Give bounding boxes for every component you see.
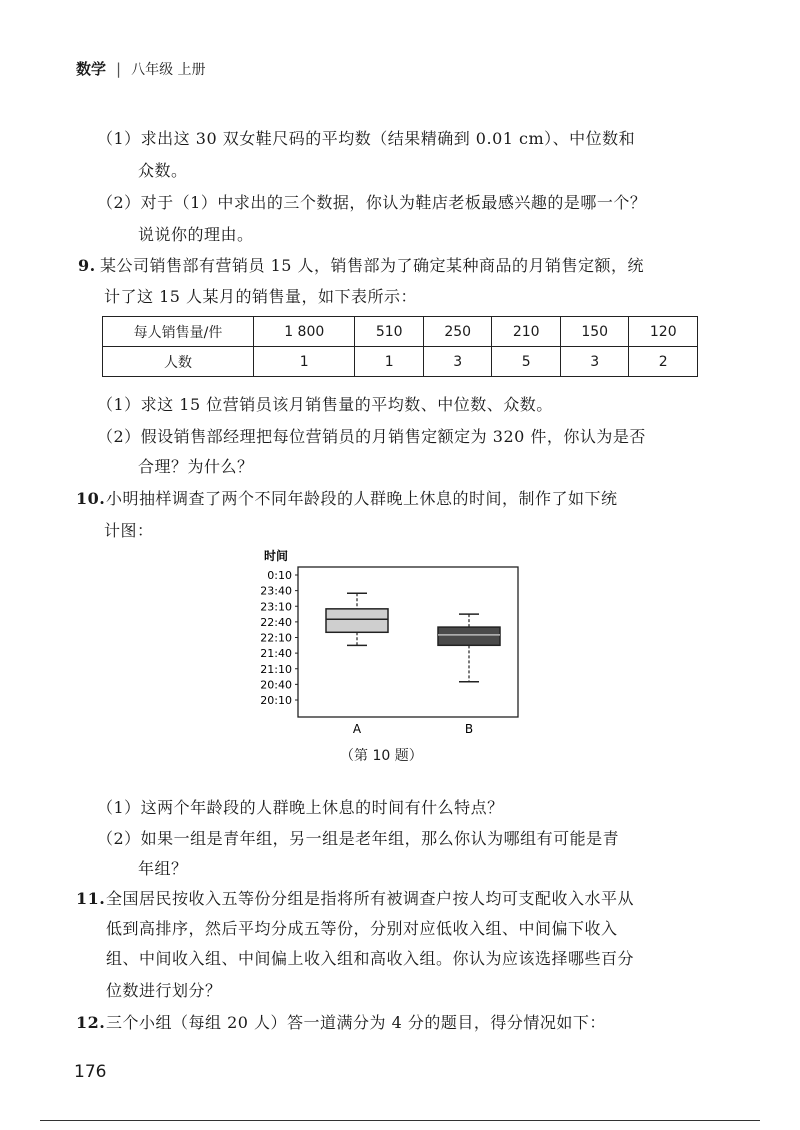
q8-sub1-line2: 众数。	[138, 161, 188, 180]
category-label-b: B	[464, 722, 474, 736]
y-tick-label: 23:40	[260, 584, 292, 598]
page-header	[76, 58, 206, 79]
table-cell: 1	[355, 347, 424, 377]
q9-number: 9.	[78, 256, 96, 275]
footer-rule	[40, 1120, 760, 1121]
q11-line4: 位数进行划分？	[106, 981, 222, 1000]
y-tick-label: 20:40	[260, 678, 292, 692]
q10-sub1: （1）这两个年龄段的人群晚上休息的时间有什么特点？	[97, 798, 504, 817]
q8-sub2-line2: 说说你的理由。	[138, 225, 254, 244]
y-tick-label: 21:10	[260, 662, 292, 676]
table-row	[103, 347, 698, 377]
q8-sub2-line1: （2）对于（1）中求出的三个数据，你认为鞋店老板最感兴趣的是哪一个？	[97, 193, 647, 212]
q12-number: 12.	[76, 1013, 106, 1032]
table-cell: 210	[492, 317, 561, 347]
y-tick-label: 20:10	[260, 694, 292, 707]
table-cell: 510	[355, 317, 424, 347]
q10-text1: 小明抽样调查了两个不同年龄段的人群晚上休息的时间，制作了如下统	[106, 489, 618, 508]
table-cell: 250	[423, 317, 492, 347]
table-cell: 2	[629, 347, 698, 377]
figure-caption: （第 10 题）	[340, 748, 423, 764]
y-tick-label: 23:10	[260, 600, 292, 614]
q8-sub1-line1: （1）求出这 30 双女鞋尺码的平均数（结果精确到 0.01 cm）、中位数和	[97, 129, 636, 148]
box-a	[326, 609, 388, 632]
q10-sub2-line2: 年组？	[138, 859, 188, 878]
subject-label: 数学	[76, 60, 107, 78]
y-tick-label: 22:10	[260, 631, 292, 645]
boxes	[326, 593, 500, 682]
q10-sub2-line1: （2）如果一组是青年组，另一组是老年组，那么你认为哪组有可能是青	[97, 829, 620, 848]
sales-table	[102, 316, 698, 377]
q11-text1: 全国居民按收入五等份分组是指将所有被调查户按人均可支配收入水平从	[106, 889, 635, 908]
q9-text1: 某公司销售部有营销员 15 人，销售部为了确定某种商品的月销售定额，统	[100, 256, 645, 275]
q10-line1	[76, 488, 618, 510]
q9-sub1: （1）求这 15 位营销员该月销售量的平均数、中位数、众数。	[97, 395, 553, 414]
q9-line1	[78, 255, 644, 277]
q10-line2: 计图：	[104, 521, 154, 540]
boxplot-chart	[240, 545, 530, 740]
table-cell: 5	[492, 347, 561, 377]
q11-line2: 低到高排序，然后平均分成五等份，分别对应低收入组、中间偏下收入	[106, 919, 618, 938]
table-row	[103, 317, 698, 347]
table-cell: 3	[560, 347, 629, 377]
table-cell: 120	[629, 317, 698, 347]
y-tick-label: 21:40	[260, 647, 292, 661]
q11-line1	[76, 888, 634, 910]
q11-line3: 组、中间收入组、中间偏上收入组和高收入组。你认为应该选择哪些百分	[106, 949, 635, 968]
q12-line1	[76, 1012, 606, 1034]
box-b	[438, 627, 500, 645]
header-separator: |	[116, 60, 122, 78]
table-header-sales: 每人销售量/件	[103, 317, 254, 347]
q9-sub2-line2: 合理？为什么？	[138, 457, 254, 476]
q10-number: 10.	[76, 489, 106, 508]
q11-number: 11.	[76, 889, 106, 908]
y-tick-label: 0:10	[267, 569, 292, 582]
y-axis	[260, 569, 298, 707]
grade-label: 八年级 上册	[131, 62, 206, 78]
table-header-count: 人数	[103, 347, 254, 377]
table-cell: 150	[560, 317, 629, 347]
category-label-a: A	[352, 722, 362, 736]
q9-sub2-line1: （2）假设销售部经理把每位营销员的月销售定额定为 320 件，你认为是否	[97, 427, 646, 446]
table-cell: 3	[423, 347, 492, 377]
table-cell: 1 800	[254, 317, 355, 347]
q9-line2: 计了这 15 人某月的销售量，如下表所示：	[104, 287, 418, 306]
table-cell: 1	[254, 347, 355, 377]
y-tick-label: 22:40	[260, 615, 292, 629]
q12-text1: 三个小组（每组 20 人）答一道满分为 4 分的题目，得分情况如下：	[106, 1013, 606, 1032]
chart-ylabel: 时间	[264, 549, 289, 563]
page-number: 176	[74, 1062, 107, 1082]
